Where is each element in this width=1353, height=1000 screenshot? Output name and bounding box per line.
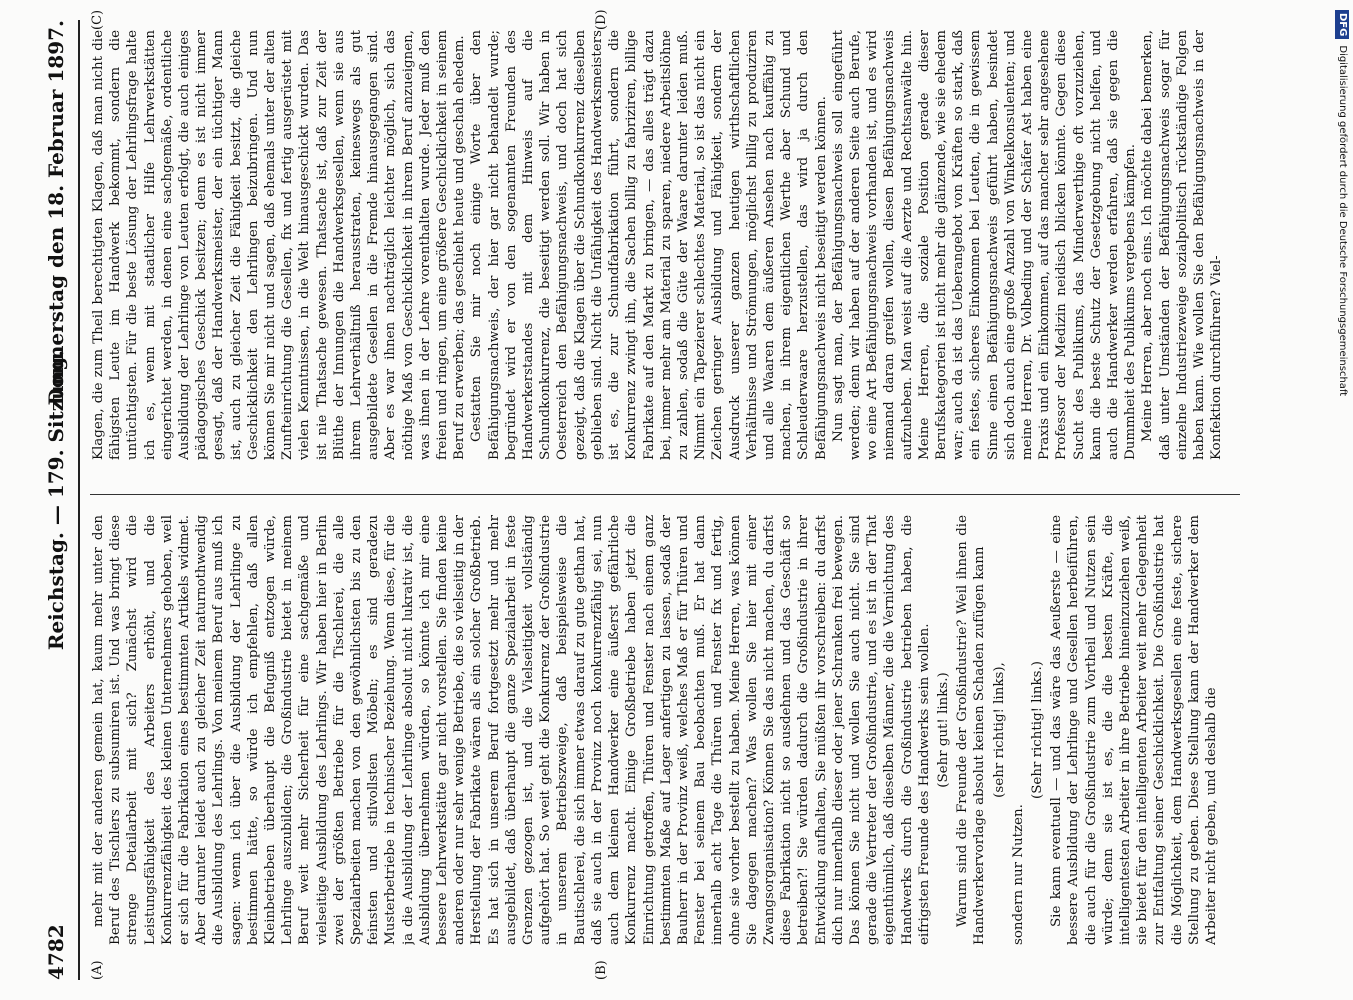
paragraph: Nun sagt man, der Befähigungsnachweis soll eingeführt werden; denn wir haben auf der anderen Seite auch Berufe, wo eine Art Befähigungsnachweis vorhanden ist, und es wird niemand daran greifen wollen, diesen Befähigungsnachweis aufzuheben. Man weist auf die Aerzte und Rechtsanwälte hin. Meine Herren, die soziale Position gerade dieser Berufskategorien ist nicht mehr die glänzende, wie sie ehedem war; auch da ist das Ueberangebot von Kräften so stark, daß ein festes, sicheres Einkommen bei Leuten, die in gewissem Sinne einen Befähigungsnachweis geführt haben, besindet sich doch auch eine große Anzahl von Winkelkonsulenten; und meine Herren, Dr. Volbeding und der Schäfer Ast haben eine Praxis und ein Einkommen, auf das mancher sehr angesehene Professor der Medizin neidisch blicken könnte. Gegen diese Sucht des Publikums, das Minderwerthige oft vorzuziehen, kann die beste Schutz der Gesetzgebung nicht helfen, und auch die Handwerker werden erfahren, daß sie gegen die Dummheit des Publikums vergebens kämpfen. [830, 30, 1139, 460]
interjection: (sehr richtig! links), [991, 662, 1007, 798]
paragraph: mehr mit der anderen gemein hat, kaum mehr unter den Beruf des Tischlers zu subsumiren ist. Und was bringt diese strenge Detailarbeit mit sich? Zunächst wird die Leistungsfähigkeit des Arbeiters erhöht, und die Konkurrenzfähigkeit des kleinen Unternehmers gehoben, weil er sich für die Fabrikation eines bestimmten Artikels widmet. Aber darunter leidet auch zu gleicher Zeit naturnothwendig die Ausbildung des Lehrlings. Von meinem Beruf aus muß ich sagen: wenn ich über die Ausbildung der Lehrlinge zu bestimmen hätte, so würde ich empfehlen, daß allen Kleinbetrieben überhaupt die Befugniß entzogen würde, Lehrlinge auszubilden; die Großindustrie bietet in meinem Beruf weit mehr Sicherheit für eine sachgemäße und vielseitige Ausbildung des Lehrlings. Wir haben hier in Berlin zwei der größten Betriebe für die Tischlerei, die alle Spezialarbeiten machen von den gewöhnlichsten bis zu den feinsten und stilvollsten Möbeln; es sind geradezu Musterbetriebe in technischer Beziehung. Wenn diese, für die ja die Ausbildung der Lehrlinge absolut nicht lukrativ ist, die Ausbildung übernehmen würden, so könnte ich mir eine bessere Lehrwerkstätte gar nicht vorstellen. Sie finden keine anderen oder nur sehr wenige Betriebe, die so vielseitig in der Herstellung der Fabrikate wären als ein solcher Großbetrieb. Es hat sich in unserem Beruf fortgesetzt mehr und mehr ausgebildet, daß überhaupt die ganze Spezialarbeit in feste Grenzen gezogen ist, und die Vielseitigkeit vollständig aufgehört hat. So weit geht die Konkurrenz der Großindustrie in unserem Betriebszweige, daß beispielsweise die Bautischlerei, die sich immer etwas darauf zu gute gethan hat, daß sie auch in der Provinz noch konkurrenzfähig sei, nun auch dem kleinen Handwerker eine äußerst gefährliche Konkurrenz macht. Einige Großbetriebe haben jetzt die Einrichtung getroffen, Thüren und Fenster nach einem ganz bestimmten Maße auf Lager anfertigen zu lassen, sodaß der Bauherr in der Provinz weiß, welches Maß er für Thüren und Fenster bei seinem Bau beobachten muß. Er hat dann innerhalb acht Tage die Thüren und Fenster fix und fertig, ohne sie vorher bestellt zu haben. Meine Herren, was können Sie dagegen machen? Was wollen Sie hier mit einer Zwangsorganisation? Können Sie das nicht machen, du darfst diese Fabrikation nicht so ausdehnen und das Geschäft so betreiben?! Sie würden dadurch die Großindustrie in ihrer Entwicklung aufhalten, Sie müßten ihr vorschreiben: du darfst dich nur innerhalb dieser oder jener Schranken frei bewegen. Das können Sie nicht und wollen Sie auch nicht. Sie sind gerade die Vertreter der Großindustrie, und es ist in der That eigenthümlich, daß dieselben Männer, die die Vernichtung des Handwerks durch die Großindustrie betrieben haben, die eifrigsten Freunde des Handwerks sein wollen. [91, 515, 932, 945]
right-text-column [90, 30, 1240, 460]
page-header [44, 20, 78, 980]
paragraph: Klagen, die zum Theil berechtigten Klagen, daß man nicht die fähigsten Leute im Handwerk bekommt, sondern die untüchtigsten. Für die beste Lösung der Lehrlingsfrage halte ich es, wenn mit staatlicher Hilfe Lehrwerkstätten eingerichtet werden, in denen eine sachgemäße, ordentliche Ausbildung der Lehrlinge von Leuten erfolgt, die auch einiges pädagogisches Geschick besitzen; denn es ist nicht immer gesagt, daß der Handwerksmeister, der ein tüchtiger Mann ist, auch zu gleicher Zeit die Fähigkeit besitzt, die gleiche Geschicklichkeit den Lehrlingen beizubringen. Und nun können Sie mir nicht und sagen, daß ehemals unter der alten Zunfteinrichtung die Gesellen, fix und fertig ausgerüstet mit vielen Kenntnissen, in die Welt hinausgeschickt wurden. Das ist nie Thatsache gewesen. Thatsache ist, daß zur Zeit der Blüthe der Innungen die Handwerksgesellen, wenn sie aus ihrem Lehrverhältniß herausstraten, keineswegs als gut ausgebildete Gesellen in die Fremde hinausgegangen sind. Aber es war ihnen nachträglich leichter möglich, sich das nöthige Maß von Geschicklichkeit in ihrem Beruf anzueignen, was ihnen in der Lehre vorenthalten wurde. Jeder muß den freien und ringen, um eine größere Geschicklichkeit in seinem Beruf zu erwerben; das geschieht heute und geschah ehedem. [91, 30, 468, 460]
paragraph: Warum sind die Freunde der Großindustrie? Weil ihnen die Handwerkervorlage absolut keinen Schaden zufügen kann [955, 515, 988, 945]
column-divider [90, 494, 1240, 495]
session-date: Donnerstag den 18. Februar 1897. [44, 20, 68, 406]
session-title: Reichstag. — 179. Sitzung. [44, 349, 68, 651]
margin-marker-b: (B) [594, 960, 609, 980]
paragraph: sondern nur Nutzen. [1010, 804, 1026, 945]
dfg-logo: DFG [1335, 10, 1349, 39]
left-text-column [90, 515, 1240, 945]
paragraph: Meine Herren, aber noch eins. Ich möchte dabei bemerken, daß unter Umständen der Befähigungsnachweis sogar für einzelne Industriezweige sozialpolitisch rückständige Folgen haben kann. Wie wollen Sie den Befähigungsnachweis in der Konfektion durchführen? Viel- [1140, 30, 1225, 460]
header-rule [78, 20, 80, 980]
paragraph: Sie kann eventuell — und das wäre das Aeußerste — eine bessere Ausbildung der Lehrlinge und Gesellen herbeiführen, die auch für die Großindustrie zum Vortheil und Nutzen sein würde; denn sie ist es, die die besten Kräfte, die intelligentesten Arbeiter in ihre Betriebe hineinzuziehen weiß, sie bietet für den intelligenten Arbeiter weit mehr Gelegenheit zur Entfaltung seiner Geschicklichkeit. Die Großindustrie hat die Möglichkeit, dem Handwerksgesellen eine feste, sichere Stellung zu geben. Diese Stellung kann der Handwerker dem Arbeiter nicht geben, und deshalb die [1049, 515, 1219, 945]
interjection: (Sehr gut! links.) [935, 672, 951, 788]
page-number: 4782 [44, 924, 68, 980]
margin-marker-d: (D) [594, 9, 609, 30]
interjection: (Sehr richtig! links.) [1029, 661, 1045, 799]
margin-marker-c: (C) [90, 9, 105, 30]
paragraph: Gestatten Sie mir noch einige Worte über den Befähigungsnachweis, der hier gar nicht behandelt wurde; begründet wird er von den sogenannten Freunden des Handwerkerstandes mit dem Hinweis auf die Schundkonkurrenz, die beseitigt werden soll. Wir haben in Oesterreich den Befähigungsnachweis, und doch hat sich gezeigt, daß die Klagen über die Schundkonkurrenz dieselben geblieben sind. Nicht die Unfähigkeit des Handwerksmeisters ist es, die zur Schundfabrikation führt, sondern die Konkurrenz zwingt ihn, die Sachen billig zu fabriziren, billige Fabrikate auf den Markt zu bringen, — das alles trägt dazu bei, immer mehr am Material zu sparen, niedere Arbeitslöhne zu zahlen, sodaß die Güte der Waare darunter leiden muß. Nimmt ein Tapezierer schlechtes Material, so ist das nicht ein Zeichen geringer Ausbildung und Fähigkeit, sondern der Ausdruck unserer ganzen heutigen wirthschaftlichen Verhältnisse und Strömungen, möglichst billig zu produziren und alle Waaren dem äußeren Ansehen nach kauffähig zu machen, in ihrem eigentlichen Werthe aber Schund und Schleuderwaare herzustellen, das wird ja durch den Befähigungsnachweis nicht beseitigt werden können. [469, 30, 829, 460]
margin-marker-a: (A) [90, 960, 105, 980]
credit-text: Digitalisierung gefördert durch die Deutsche Forschungsgemeinschaft [1337, 45, 1348, 397]
digitization-credit [1335, 10, 1349, 990]
